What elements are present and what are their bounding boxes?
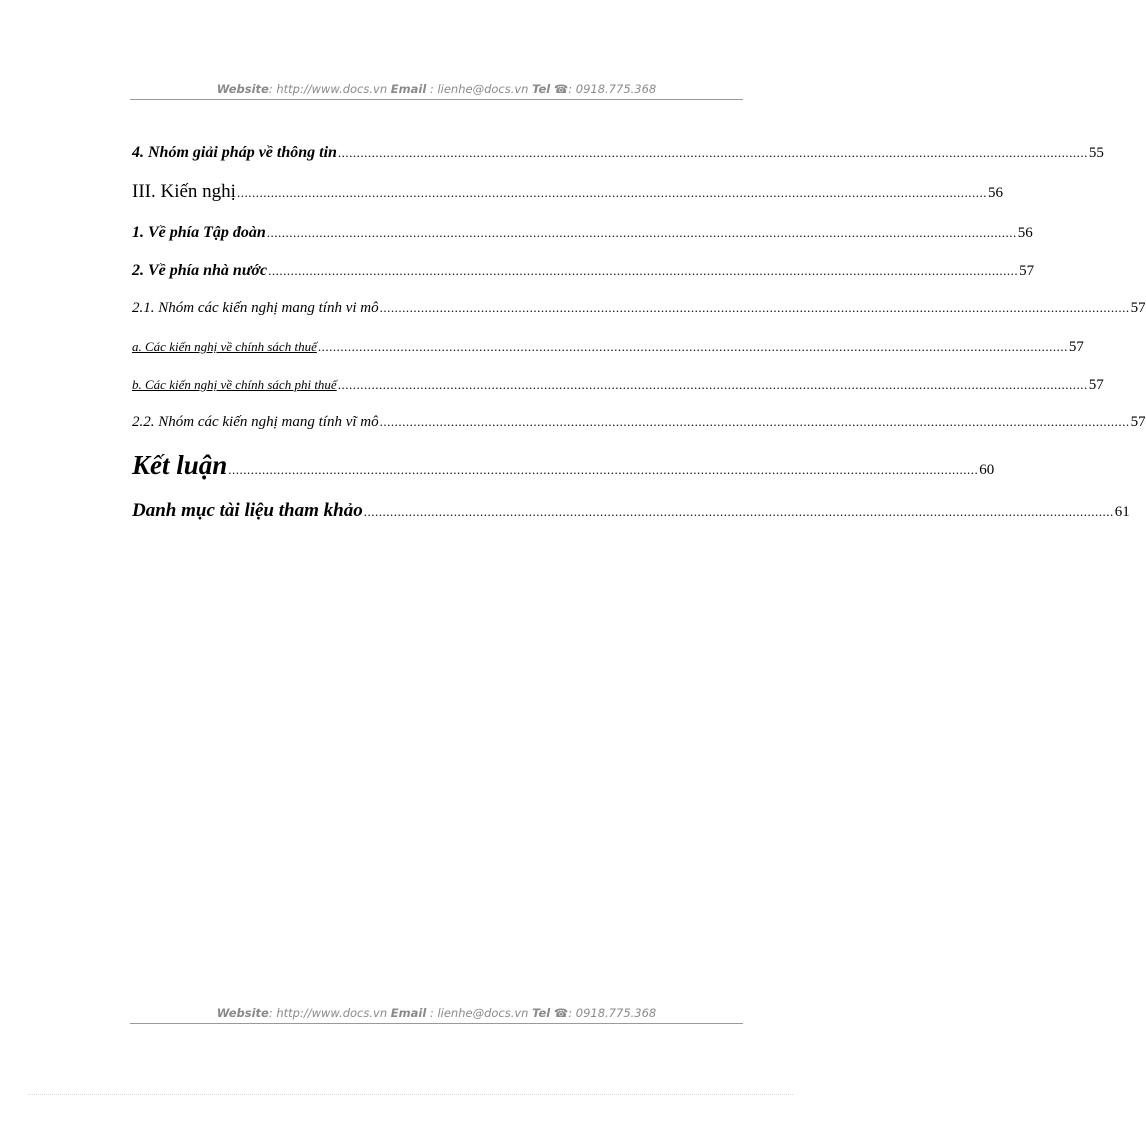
- toc-entry-1[interactable]: [132, 144, 1104, 162]
- page-bottom-divider: [28, 1094, 793, 1095]
- toc-entry-8[interactable]: [132, 414, 1146, 431]
- toc-leader-dots: ........................................................................................................................................................................................................: [379, 300, 1130, 315]
- header-tel-value: ☎: 0918.775.368: [553, 82, 657, 96]
- footer-tel-value: ☎: 0918.775.368: [553, 1006, 657, 1020]
- toc-leader-dots: ........................................................................................................................................................................................................: [317, 339, 1068, 354]
- toc-leader-dots: ........................................................................................................................................................................................................: [363, 504, 1114, 519]
- toc-entry-page: 57: [1019, 263, 1035, 279]
- toc-entry-title: Danh mục tài liệu tham khảo: [132, 500, 363, 521]
- toc-entry-title: b. Các kiến nghị về chính sách phi thuế: [132, 377, 337, 392]
- footer-email-label: Email: [390, 1006, 427, 1020]
- page-header: [130, 82, 743, 100]
- toc-entry-6[interactable]: [132, 339, 1084, 356]
- toc-entry-page: 57: [1068, 339, 1084, 355]
- toc-entry-title: 2.2. Nhóm các kiến nghị mang tính vĩ mô: [132, 414, 379, 430]
- toc-leader-dots: ........................................................................................................................................................................................................: [266, 225, 1017, 240]
- toc-entry-page: 56: [987, 185, 1003, 201]
- footer-website-label: Website: [216, 1006, 269, 1020]
- toc-entry-4[interactable]: [132, 262, 1035, 280]
- toc-entry-5[interactable]: [132, 300, 1146, 317]
- toc-leader-dots: ........................................................................................................................................................................................................: [337, 145, 1088, 160]
- toc-entry-title: III. Kiến nghị: [132, 181, 236, 202]
- header-website-value: : http://www.docs.vn: [268, 82, 388, 96]
- header-email-label: Email: [390, 82, 427, 96]
- toc-leader-dots: ........................................................................................................................................................................................................: [337, 377, 1088, 392]
- page-footer: [130, 1006, 743, 1024]
- toc-entry-page: 55: [1088, 145, 1104, 161]
- toc-entry-7[interactable]: [132, 377, 1104, 394]
- header-tel-label: Tel: [532, 82, 551, 96]
- toc-entry-page: 57: [1130, 300, 1146, 316]
- footer-rule: [130, 1023, 743, 1024]
- header-email-value: : lienhe@docs.vn: [429, 82, 529, 96]
- toc-entry-page: 56: [1017, 225, 1033, 241]
- toc-entry-title: 4. Nhóm giải pháp về thông tin: [132, 144, 337, 161]
- toc-entry-title: 2.1. Nhóm các kiến nghị mang tính vi mô: [132, 300, 379, 316]
- footer-website-value: : http://www.docs.vn: [268, 1006, 388, 1020]
- footer-tel-label: Tel: [532, 1006, 551, 1020]
- toc-leader-dots: ........................................................................................................................................................................................................: [236, 185, 987, 200]
- toc-entry-title: Kết luận: [132, 450, 228, 480]
- toc-leader-dots: ........................................................................................................................................................................................................: [268, 263, 1019, 278]
- toc-entry-3[interactable]: [132, 224, 1033, 242]
- toc-entry-2[interactable]: [132, 181, 1003, 203]
- footer-email-value: : lienhe@docs.vn: [429, 1006, 529, 1020]
- toc-leader-dots: ........................................................................................................................................................................................................: [228, 462, 979, 477]
- toc-entry-page: 61: [1114, 504, 1130, 520]
- toc-entry-title: a. Các kiến nghị về chính sách thuế: [132, 339, 317, 354]
- toc-entry-page: 57: [1130, 414, 1146, 430]
- toc-entry-title: 1. Về phía Tập đoàn: [132, 224, 266, 241]
- toc-entry-page: 60: [979, 462, 995, 478]
- toc-entry-9[interactable]: [132, 450, 995, 481]
- toc-entry-title: 2. Về phía nhà nước: [132, 262, 268, 279]
- header-rule: [130, 99, 743, 100]
- toc-leader-dots: ........................................................................................................................................................................................................: [379, 414, 1130, 429]
- toc-entry-page: 57: [1088, 377, 1104, 393]
- header-website-label: Website: [216, 82, 269, 96]
- toc-entry-10[interactable]: [132, 500, 1130, 522]
